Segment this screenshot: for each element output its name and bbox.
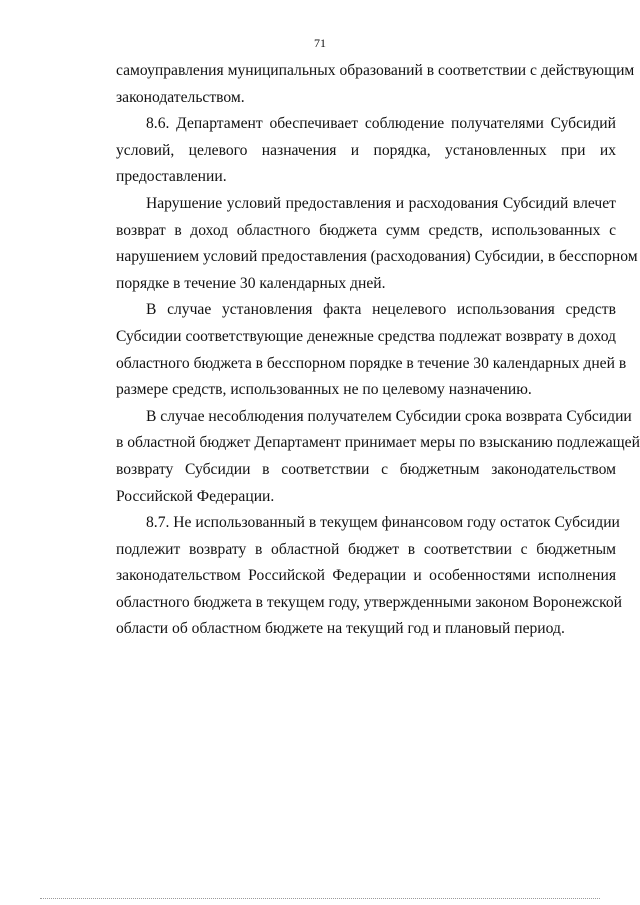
text-line: законодательством Российской Федерации и особенностями исполнения bbox=[116, 567, 616, 585]
paragraph-refund-deadline bbox=[116, 404, 640, 510]
text-line: областного бюджета в бесспорном порядке в течение 30 календарных дней в bbox=[116, 354, 627, 372]
document-body bbox=[116, 58, 640, 643]
paragraph-continuation bbox=[116, 58, 635, 111]
text-line: В случае установления факта нецелевого использования средств bbox=[146, 301, 616, 319]
paragraph-violation bbox=[116, 191, 638, 297]
text-line: В случае несоблюдения получателем Субсидии срока возврата Субсидии bbox=[146, 407, 632, 425]
text-line: 8.6. Департамент обеспечивает соблюдение получателями Субсидий bbox=[146, 115, 616, 133]
text-line: Нарушение условий предоставления и расходования Субсидий влечет bbox=[146, 194, 616, 212]
text-line: 8.7. Не использованный в текущем финансовом году остаток Субсидии bbox=[146, 514, 620, 532]
text-line: законодательством. bbox=[116, 88, 245, 106]
text-line: Российской Федерации. bbox=[116, 487, 275, 505]
text-line: возврат в доход областного бюджета сумм средств, использованных с bbox=[116, 221, 616, 239]
text-line: условий, целевого назначения и порядка, установленных при их bbox=[116, 141, 616, 159]
text-line: возврату Субсидии в соответствии с бюджетным законодательством bbox=[116, 460, 616, 478]
text-line: областного бюджета в текущем году, утвержденными законом Воронежской bbox=[116, 593, 623, 611]
text-line: нарушением условий предоставления (расходования) Субсидии, в бесспорном bbox=[116, 248, 638, 266]
text-line: порядке в течение 30 календарных дней. bbox=[116, 274, 386, 292]
text-line: размере средств, использованных не по целевому назначению. bbox=[116, 381, 532, 399]
text-line: предоставлении. bbox=[116, 168, 227, 186]
paragraph-8-6 bbox=[116, 111, 616, 191]
text-line: подлежит возврату в областной бюджет в соответствии с бюджетным bbox=[116, 540, 616, 558]
text-line: области об областном бюджете на текущий год и плановый период. bbox=[116, 620, 565, 638]
page-number: 71 bbox=[314, 36, 326, 50]
paragraph-misuse bbox=[116, 297, 627, 403]
text-line: в областной бюджет Департамент принимает меры по взысканию подлежащей bbox=[116, 434, 640, 452]
text-line: самоуправления муниципальных образований в соответствии с действующим bbox=[116, 62, 635, 79]
footer-divider bbox=[40, 898, 600, 899]
paragraph-8-7 bbox=[116, 510, 623, 643]
text-line: Субсидии соответствующие денежные средства подлежат возврату в доход bbox=[116, 327, 616, 345]
